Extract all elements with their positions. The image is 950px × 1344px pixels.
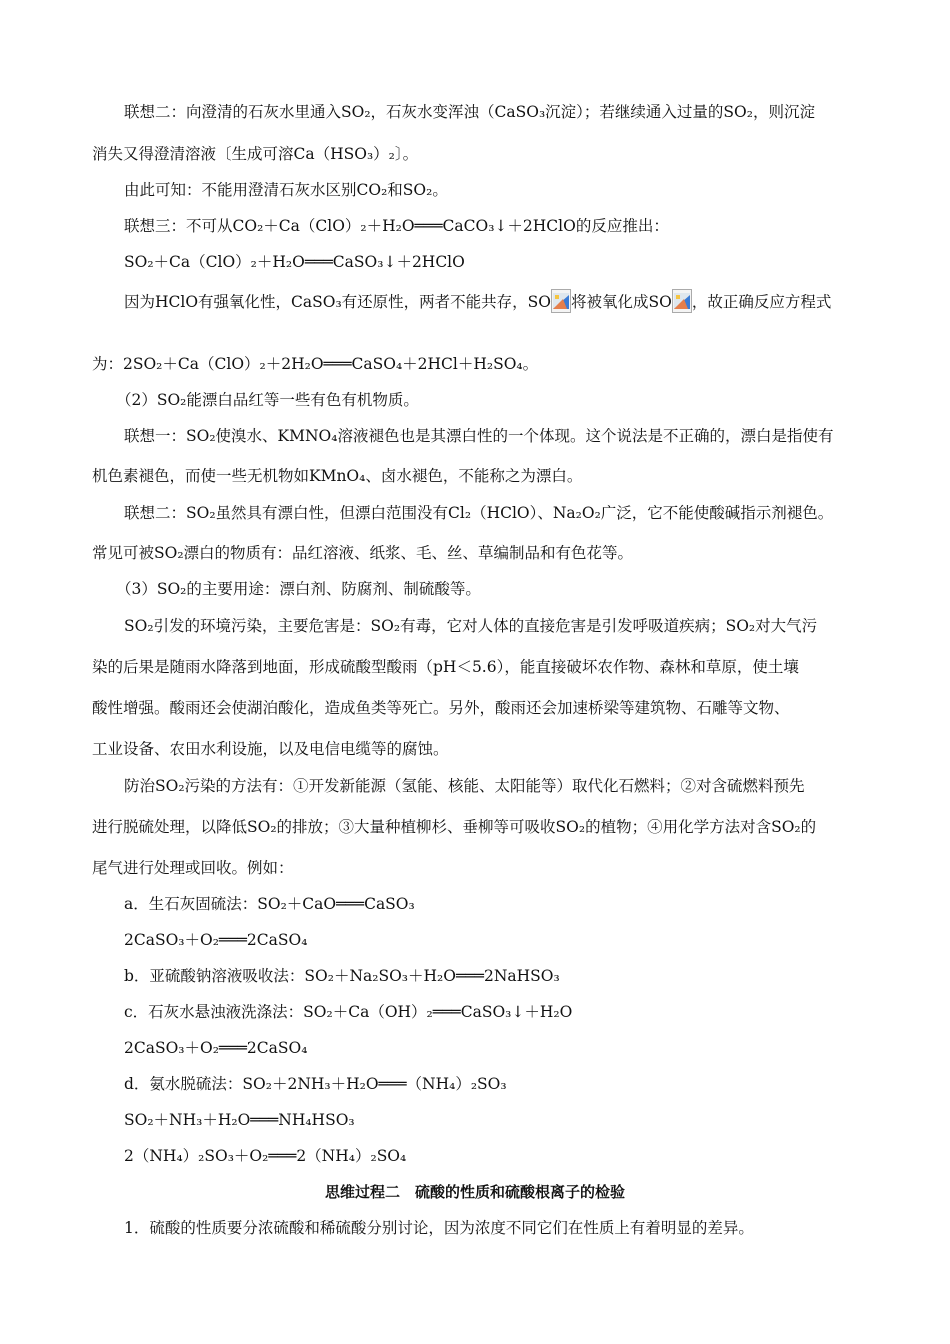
- paragraph-line: 防治SO₂污染的方法有：①开发新能源（氢能、核能、太阳能等）取代化石燃料；②对含硫燃料预先: [124, 777, 805, 795]
- paragraph-line: SO₂引发的环境污染，主要危害是：SO₂有毒，它对人体的直接危害是引发呼吸道疾病；SO₂对大气污: [124, 617, 818, 635]
- paragraph-line: 联想二：SO₂虽然具有漂白性，但漂白范围没有Cl₂（HClO）、Na₂O₂广泛，它不能使酸碱指示剂褪色。: [124, 504, 834, 522]
- paragraph-line: [124, 289, 831, 313]
- equation-line: SO₂＋NH₃＋H₂O═══NH₄HSO₃: [124, 1111, 355, 1129]
- broken-image-icon: [551, 289, 571, 313]
- paragraph-line: （2）SO₂能漂白品红等一些有色有机物质。: [116, 391, 419, 409]
- equation-line: c．石灰水悬浊液洗涤法：SO₂＋Ca（OH）₂═══CaSO₃↓＋H₂O: [124, 1003, 573, 1021]
- equation-line: SO₂＋Ca（ClO）₂＋H₂O═══CaSO₃↓＋2HClO: [124, 253, 465, 271]
- paragraph-line: 联想二：向澄清的石灰水里通入SO₂，石灰水变浑浊（CaSO₃沉淀）；若继续通入过量的SO₂，则沉淀: [124, 103, 815, 121]
- paragraph-line: 染的后果是随雨水降落到地面，形成硫酸型酸雨（pH＜5.6），能直接破坏农作物、森林和草原，使土壤: [92, 658, 799, 676]
- paragraph-line: （3）SO₂的主要用途：漂白剂、防腐剂、制硫酸等。: [116, 580, 481, 598]
- broken-image-icon: [672, 289, 692, 313]
- text-segment: 因为HClO有强氧化性，CaSO₃有还原性，两者不能共存，SO: [124, 293, 552, 311]
- equation-line: 2（NH₄）₂SO₃＋O₂═══2（NH₄）₂SO₄: [124, 1147, 407, 1165]
- text-segment: ，故正确反应方程式: [691, 293, 832, 311]
- paragraph-line: 1．硫酸的性质要分浓硫酸和稀硫酸分别讨论，因为浓度不同它们在性质上有着明显的差异。: [124, 1219, 754, 1237]
- paragraph-line: 常见可被SO₂漂白的物质有：品红溶液、纸浆、毛、丝、草编制品和有色花等。: [92, 544, 634, 562]
- equation-line: 2CaSO₃＋O₂═══2CaSO₄: [124, 931, 308, 949]
- paragraph-line: 联想一：SO₂使溴水、KMNO₄溶液褪色也是其漂白性的一个体现。这个说法是不正确的，漂白是指使有: [124, 427, 834, 445]
- paragraph-line: 由此可知：不能用澄清石灰水区别CO₂和SO₂。: [124, 181, 448, 199]
- equation-line: b．亚硫酸钠溶液吸收法：SO₂＋Na₂SO₃＋H₂O═══2NaHSO₃: [124, 967, 560, 985]
- paragraph-line: 酸性增强。酸雨还会使湖泊酸化，造成鱼类等死亡。另外，酸雨还会加速桥梁等建筑物、石雕等文物、: [92, 699, 790, 717]
- paragraph-line: 消失又得澄清溶液〔生成可溶Ca（HSO₃）₂〕。: [92, 145, 419, 163]
- equation-line: d．氨水脱硫法：SO₂＋2NH₃＋H₂O═══（NH₄）₂SO₃: [124, 1075, 507, 1093]
- text-segment: 将被氧化成SO: [571, 293, 672, 311]
- paragraph-line: 联想三：不可从CO₂＋Ca（ClO）₂＋H₂O═══CaCO₃↓＋2HClO的反应推出：: [124, 217, 669, 235]
- equation-line: 2CaSO₃＋O₂═══2CaSO₄: [124, 1039, 308, 1057]
- paragraph-line: 机色素褪色，而使一些无机物如KMnO₄、卤水褪色，不能称之为漂白。: [92, 467, 583, 485]
- section-heading: 思维过程二 硫酸的性质和硫酸根离子的检验: [324, 1183, 625, 1201]
- equation-line: 为：2SO₂＋Ca（ClO）₂＋2H₂O═══CaSO₄＋2HCl＋H₂SO₄。: [92, 355, 539, 373]
- paragraph-line: 工业设备、农田水利设施，以及电信电缆等的腐蚀。: [92, 740, 449, 758]
- paragraph-line: 进行脱硫处理，以降低SO₂的排放；③大量种植柳杉、垂柳等可吸收SO₂的植物；④用化学方法对含SO₂的: [92, 818, 817, 836]
- equation-line: a．生石灰固硫法：SO₂＋CaO═══CaSO₃: [124, 895, 415, 913]
- paragraph-line: 尾气进行处理或回收。例如：: [92, 859, 294, 877]
